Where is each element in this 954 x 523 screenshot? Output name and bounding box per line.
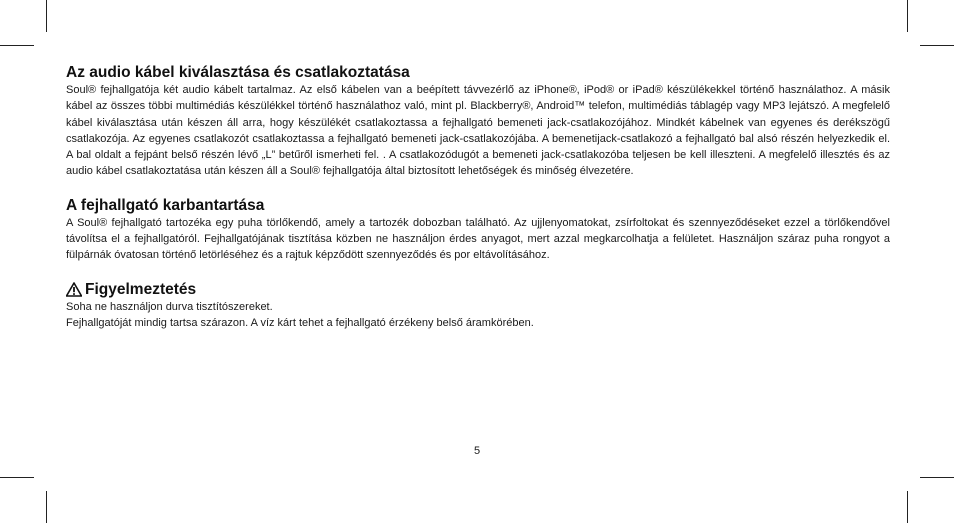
section-paragraph: A Soul® fejhallgató tartozéka egy puha törlőkendő, amely a tartozék dobozban található. Az ujjlenyomatokat, zsírfoltokat és szennyeződéseket ezzel a törlőkendővel távolítsa el a fejhallgatóról. Fejhallgatójának tisztítása közben ne használjon érdes anyagot, mert azzal megkarcolhatja a felületet. Használjon száraz puha rongyot a fülpárnák óvatosan történő letörléséhez és a rajtuk képződött szennyeződés és por eltávolításához. (66, 216, 890, 262)
section-title: Figyelmeztetés (85, 280, 197, 298)
section-title: A fejhallgató karbantartása (66, 196, 265, 214)
crop-mark (0, 45, 34, 46)
crop-mark (0, 477, 34, 478)
crop-mark (907, 491, 908, 523)
crop-mark (920, 45, 954, 46)
crop-mark (46, 491, 47, 523)
warning-heading (66, 281, 890, 299)
section-title: Az audio kábel kiválasztása és csatlakoztatása (66, 64, 410, 81)
crop-mark (920, 477, 954, 478)
page-number: 5 (473, 445, 481, 457)
section-warning (66, 281, 890, 332)
warning-triangle-icon (66, 282, 82, 297)
section-audio-cable (66, 64, 890, 180)
section-maintenance (66, 197, 890, 264)
warning-line: Soha ne használjon durva tisztítószereket. (66, 300, 273, 313)
crop-mark (907, 0, 908, 32)
section-paragraph: Soul® fejhallgatója két audio kábelt tartalmaz. Az első kábelen van a beépített távvezérlő az iPhone®, iPod® or iPad® készülékekkel történő használathoz. A másik kábel az összes többi multimédiás készülékkel történő használathoz való, mint pl. Blackberry®, Android™ telefon, multimédiás táblagép vagy MP3 lejátszó. A megfelelő kábel kiválasztása után készen áll arra, hogy készülékét csatlakoztassa a fejhallgató bemeneti jack-csatlakozójához. Mindkét kábelnek van egyenes és derékszögű csatlakozója. Az egyenes csatlakozót csatlakoztassa a fejhallgató bemeneti jack-csatlakozójába. A bemenetijack-csatlakozó a fejhallgató bal alsó részén helyezkedik el. A bal oldalt a fejpánt belső részén lévő „L” betűről ismerheti fel. . A csatlakozódugót a bemeneti jack-csatlakozóba teljesen be kell illeszteni. A megfelelő illesztés és az audio kábel csatlakoztatása után készen áll a Soul® fejhallgatója által biztosított lehetőségek és minőség élvezetére. (66, 84, 890, 178)
crop-mark (46, 0, 47, 32)
document-body (66, 64, 890, 348)
warning-line: Fejhallgatóját mindig tartsa szárazon. A víz kárt tehet a fejhallgató érzékeny belső áramkörében. (66, 316, 534, 329)
